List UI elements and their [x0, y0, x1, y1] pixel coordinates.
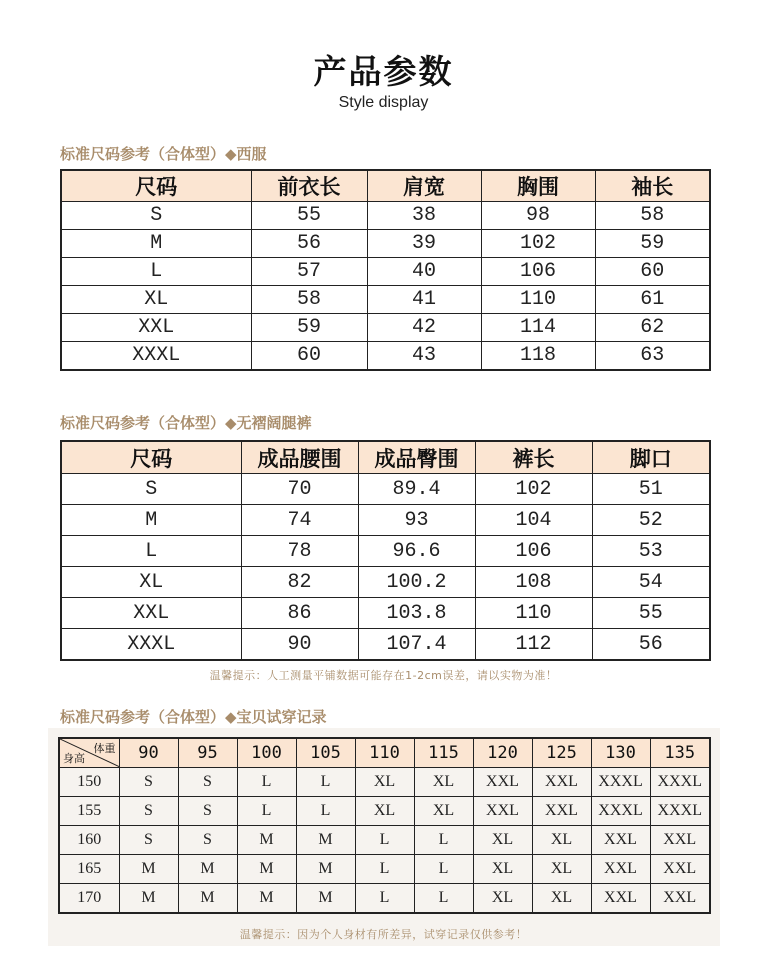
table-cell: 86	[241, 598, 358, 629]
trial-section-heading: 标准尺码参考（合体型）◆宝贝试穿记录	[60, 708, 327, 726]
table-row	[61, 629, 710, 661]
table-cell: XXXL	[61, 342, 251, 371]
table-cell: 59	[251, 314, 367, 342]
size-cell: L	[237, 768, 296, 797]
table-cell: S	[61, 202, 251, 230]
size-cell: XXXL	[591, 797, 650, 826]
table-cell: S	[61, 474, 241, 505]
size-cell: M	[119, 884, 178, 914]
table-cell: M	[61, 505, 241, 536]
size-cell: XXL	[591, 855, 650, 884]
size-cell: XXL	[650, 855, 710, 884]
size-cell: M	[237, 855, 296, 884]
table-cell: 82	[241, 567, 358, 598]
table-row	[61, 505, 710, 536]
suit-column-header: 袖长	[595, 170, 710, 202]
size-cell: S	[178, 768, 237, 797]
table-cell: 102	[475, 474, 592, 505]
table-cell: 110	[481, 286, 595, 314]
weight-column-header: 120	[473, 738, 532, 768]
size-cell: XXL	[532, 797, 591, 826]
pants-note: 温馨提示：人工测量平铺数据可能存在1-2cm误差，请以实物为准！	[209, 669, 558, 682]
size-cell: XL	[414, 797, 473, 826]
size-cell: XXL	[473, 768, 532, 797]
table-cell: 57	[251, 258, 367, 286]
size-cell: XL	[473, 884, 532, 914]
table-row	[61, 474, 710, 505]
table-cell: 96.6	[358, 536, 475, 567]
table-cell: 104	[475, 505, 592, 536]
table-cell: 93	[358, 505, 475, 536]
weight-column-header: 110	[355, 738, 414, 768]
page-subtitle: Style display	[338, 94, 429, 111]
pants-section-heading: 标准尺码参考（合体型）◆无褶阔腿裤	[60, 414, 312, 432]
table-cell: L	[61, 536, 241, 567]
table-row	[59, 826, 710, 855]
size-cell: XL	[473, 855, 532, 884]
table-cell: 51	[592, 474, 710, 505]
table-cell: 114	[481, 314, 595, 342]
table-row	[61, 202, 710, 230]
table-cell: 59	[595, 230, 710, 258]
table-cell: 53	[592, 536, 710, 567]
size-cell: M	[178, 884, 237, 914]
size-cell: L	[355, 855, 414, 884]
size-cell: S	[119, 797, 178, 826]
size-cell: XL	[532, 884, 591, 914]
size-cell: L	[355, 884, 414, 914]
table-cell: 90	[241, 629, 358, 661]
suit-column-header: 尺码	[61, 170, 251, 202]
table-cell: 56	[592, 629, 710, 661]
pants-header-row	[61, 441, 710, 474]
size-cell: XL	[414, 768, 473, 797]
weight-column-header: 105	[296, 738, 355, 768]
table-cell: XXL	[61, 598, 241, 629]
size-cell: L	[414, 855, 473, 884]
table-cell: M	[61, 230, 251, 258]
height-label: 身高	[63, 752, 85, 765]
height-cell: 155	[59, 797, 119, 826]
table-row	[61, 598, 710, 629]
weight-column-header: 115	[414, 738, 473, 768]
size-cell: XXL	[591, 884, 650, 914]
pants-column-header: 脚口	[592, 441, 710, 474]
size-cell: XXXL	[650, 768, 710, 797]
suit-column-header: 前衣长	[251, 170, 367, 202]
size-cell: M	[119, 855, 178, 884]
table-cell: 112	[475, 629, 592, 661]
weight-column-header: 95	[178, 738, 237, 768]
size-cell: M	[296, 884, 355, 914]
table-cell: XL	[61, 567, 241, 598]
size-cell: XL	[532, 826, 591, 855]
pants-column-header: 成品臀围	[358, 441, 475, 474]
page-title: 产品参数	[313, 52, 454, 91]
table-cell: 74	[241, 505, 358, 536]
size-cell: XL	[473, 826, 532, 855]
table-cell: 107.4	[358, 629, 475, 661]
suit-size-table	[60, 169, 711, 371]
height-cell: 170	[59, 884, 119, 914]
weight-column-header: 130	[591, 738, 650, 768]
weight-column-header: 135	[650, 738, 710, 768]
table-cell: L	[61, 258, 251, 286]
pants-body	[61, 474, 710, 661]
table-cell: 102	[481, 230, 595, 258]
table-cell: 58	[595, 202, 710, 230]
table-cell: 63	[595, 342, 710, 371]
height-cell: 150	[59, 768, 119, 797]
table-cell: 100.2	[358, 567, 475, 598]
trial-header-row	[59, 738, 710, 768]
size-cell: L	[414, 884, 473, 914]
table-row	[61, 342, 710, 371]
table-cell: 42	[367, 314, 481, 342]
table-cell: 52	[592, 505, 710, 536]
weight-column-header: 125	[532, 738, 591, 768]
table-row	[61, 314, 710, 342]
height-cell: 160	[59, 826, 119, 855]
trial-body	[59, 768, 710, 914]
table-cell: 55	[592, 598, 710, 629]
size-cell: L	[296, 768, 355, 797]
size-cell: L	[237, 797, 296, 826]
table-cell: 89.4	[358, 474, 475, 505]
size-cell: L	[355, 826, 414, 855]
suit-column-header: 肩宽	[367, 170, 481, 202]
suit-header-row	[61, 170, 710, 202]
suit-column-header: 胸围	[481, 170, 595, 202]
table-cell: XL	[61, 286, 251, 314]
weight-label: 体重	[93, 742, 116, 755]
size-cell: S	[119, 826, 178, 855]
table-row	[59, 768, 710, 797]
trial-record-table	[58, 737, 711, 914]
table-cell: 39	[367, 230, 481, 258]
trial-corner-cell	[59, 738, 119, 768]
table-cell: XXL	[61, 314, 251, 342]
size-cell: XXXL	[591, 768, 650, 797]
table-cell: 103.8	[358, 598, 475, 629]
size-cell: M	[296, 855, 355, 884]
table-cell: 106	[475, 536, 592, 567]
table-cell: 60	[595, 258, 710, 286]
suit-body	[61, 202, 710, 371]
trial-note: 温馨提示：因为个人身材有所差异，试穿记录仅供参考！	[239, 928, 528, 941]
table-cell: 98	[481, 202, 595, 230]
table-cell: 118	[481, 342, 595, 371]
size-cell: S	[178, 826, 237, 855]
table-cell: 43	[367, 342, 481, 371]
size-cell: M	[178, 855, 237, 884]
table-cell: 61	[595, 286, 710, 314]
size-cell: S	[178, 797, 237, 826]
size-cell: S	[119, 768, 178, 797]
table-cell: 62	[595, 314, 710, 342]
table-row	[61, 258, 710, 286]
table-row	[61, 230, 710, 258]
pants-size-table	[60, 440, 711, 661]
size-cell: XXL	[473, 797, 532, 826]
size-cell: XL	[355, 797, 414, 826]
table-cell: 58	[251, 286, 367, 314]
size-cell: XXL	[650, 884, 710, 914]
table-cell: 38	[367, 202, 481, 230]
size-cell: XXL	[650, 826, 710, 855]
table-row	[59, 797, 710, 826]
pants-column-header: 裤长	[475, 441, 592, 474]
table-row	[59, 884, 710, 914]
size-cell: L	[414, 826, 473, 855]
size-cell: M	[237, 826, 296, 855]
size-cell: M	[237, 884, 296, 914]
size-cell: XXL	[591, 826, 650, 855]
size-cell: L	[296, 797, 355, 826]
table-cell: 40	[367, 258, 481, 286]
table-cell: 110	[475, 598, 592, 629]
pants-column-header: 尺码	[61, 441, 241, 474]
table-cell: 56	[251, 230, 367, 258]
size-cell: XXXL	[650, 797, 710, 826]
weight-column-header: 100	[237, 738, 296, 768]
height-cell: 165	[59, 855, 119, 884]
table-row	[59, 855, 710, 884]
pants-column-header: 成品腰围	[241, 441, 358, 474]
table-cell: 60	[251, 342, 367, 371]
weight-column-header: 90	[119, 738, 178, 768]
size-cell: XL	[355, 768, 414, 797]
size-cell: M	[296, 826, 355, 855]
table-row	[61, 536, 710, 567]
table-cell: 78	[241, 536, 358, 567]
table-cell: 41	[367, 286, 481, 314]
suit-section-heading: 标准尺码参考（合体型）◆西服	[60, 145, 267, 163]
table-cell: 54	[592, 567, 710, 598]
table-row	[61, 567, 710, 598]
table-cell: 55	[251, 202, 367, 230]
table-cell: XXXL	[61, 629, 241, 661]
table-cell: 108	[475, 567, 592, 598]
size-cell: XL	[532, 855, 591, 884]
size-cell: XXL	[532, 768, 591, 797]
table-cell: 70	[241, 474, 358, 505]
table-cell: 106	[481, 258, 595, 286]
table-row	[61, 286, 710, 314]
